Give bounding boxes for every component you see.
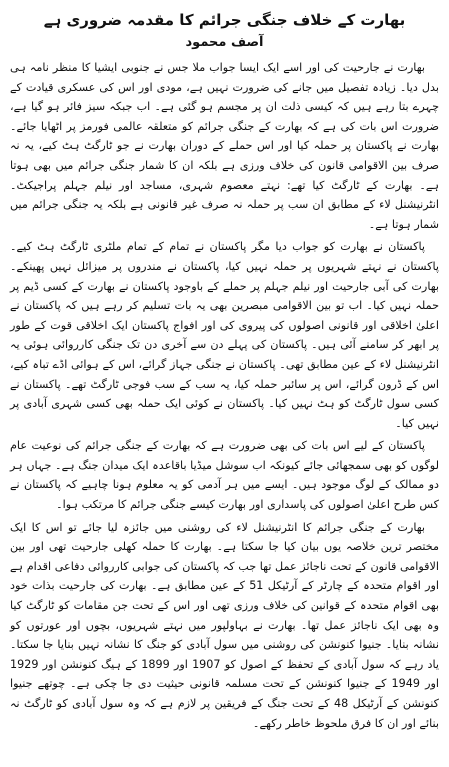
article-body: [10, 58, 439, 733]
article-author: آصف محمود: [185, 35, 264, 50]
article-paragraph: بھارت کے جنگی جرائم کا انٹرنیشنل لاء کی روشنی میں جائزہ لیا جائے تو اس کا ایک مختصر ترین خلاصہ یوں بیان کیا جا سکتا ہے۔ بھارت کا حملہ کھلی جارحیت تھی اور بین الاقوامی قانون کے تحت ناجائز عمل تھا جب کہ پاکستان کی جوابی کارروائی دفاعی اقدام ہے اور اقوام متحدہ کے چارٹر کے آرٹیکل 51 کے عین مطابق ہے۔ بھارت کی جارحیت بذات خود بھی اقوام متحدہ کے قوانین کی خلاف ورزی تھی اور اس کے تحت جن مقامات کو ٹارگٹ کیا وہ بھی ایک ناجائز عمل تھا۔ بھارت نے بہاولپور میں نہتے شہریوں، بچوں اور عورتوں کو نشانہ بنایا۔ جنیوا کنونشن کی روشنی میں سول آبادی کو جنگ کا نشانہ نہیں بنایا جا سکتا۔ یاد رہے کہ سول آبادی کے تحفظ کے اصول کو 1907 اور 1899 کے ہیگ کنونشن اور 1929 اور 1949 کے جنیوا کنونشن کے تحت مسلمہ قانونی حیثیت دی جا چکی ہے۔ چوتھے جنیوا کنونشن کے آرٹیکل 48 کے تحت جنگ کے فریقین پر لازم ہے کہ وہ سول آبادی کو ٹارگٹ نہ بنائے اور ان کا فرق ملحوظ خاطر رکھے۔: [10, 520, 439, 730]
article-paragraph: پاکستان نے بھارت کو جواب دیا مگر پاکستان نے تمام کے تمام ملٹری ٹارگٹ ہٹ کیے۔ پاکستان نے نہتے شہریوں پر حملہ نہیں کیا، پاکستان نے مندروں پر میزائل نہیں پھینکے۔ بھارت کی آبی جارحیت اور نیلم جہلم پر حملے کے باوجود پاکستان نے بھارت کے کسی ڈیم پر حملہ نہیں کیا۔ اب تو بین الاقوامی مبصرین بھی یہ بات تسلیم کر رہے ہیں کہ پاکستان نے اعلیٰ اخلاقی اور قانونی اصولوں کی پیروی کی اور افواج پاکستان ایک اخلاقی قوت کے طور پر ابھر کر سامنے آئی ہیں۔ پاکستان کی پہلے دن سے آخری دن تک جنگی کارروائی ہوئی یہ انٹرنیشنل لاء کے عین مطابق تھی۔ پاکستان نے جنگی جہاز گرائے، اس کے ہوائی اڈے تباہ کیے، اس کے ڈرون گرائے، اس پر سائبر حملہ کیا، یہ سب کے سب فوجی ٹارگٹ تھے۔ پاکستان نے کسی سول ٹارگٹ کو ہٹ نہیں کیا۔ پاکستان نے کوئی ایک حملہ بھی کسی شہری آبادی پر نہیں کیا۔: [10, 240, 439, 430]
article-paragraph: پاکستان کے لیے اس بات کی بھی ضرورت ہے کہ بھارت کے جنگی جرائم کی نوعیت عام لوگوں کو بھی سمجھائی جائے کیونکہ اب سوشل میڈیا باقاعدہ ایک میدان جنگ ہے۔ جہاں ہر دو ممالک کے لوگ موجود ہیں۔ ایسے میں ہر آدمی کو یہ معلوم ہونا چاہیے کہ پاکستان نے کس طرح اعلیٰ اصولوں کی پاسداری اور بھارت کیسے جنگی جرائم کا مرتکب ہوا۔: [10, 439, 439, 512]
article-paragraph: بھارت نے جارحیت کی اور اسے ایک ایسا جواب ملا جس نے جنوبی ایشیا کا منظر نامہ ہی بدل دیا۔ زیادہ تفصیل میں جانے کی ضرورت نہیں ہے، مودی اور اس کی عسکری قیادت کے چہرے بتا رہے ہیں کہ کیسی ذلت ان پر مجسم ہو گئی ہے۔ اب جبکہ سیز فائر ہو گیا ہے، ضرورت اس بات کی ہے کہ بھارت کے جنگی جرائم کو متعلقہ عالمی فورمز پر اٹھایا جائے۔ بھارت نے پاکستان پر حملہ کیا اور اس حملے کے دوران بھارت نے جو ٹارگٹ ہٹ کیے، یہ نہ صرف بین الاقوامی قانون کی خلاف ورزی ہے بلکہ ان کا شمار جنگی جرائم میں بھی ہوتا ہے۔ بھارت کے ٹارگٹ کیا تھے: نہتے معصوم شہری، مساجد اور نیلم جہلم پراجیکٹ۔ انٹرنیشنل لاء کے مطابق ان سب پر حملہ نہ صرف غیر قانونی ہے بلکہ یہ جنگی جرائم میں شمار ہوتا ہے۔: [10, 61, 439, 231]
article-headline: بھارت کے خلاف جنگی جرائم کا مقدمہ ضروری ہے: [43, 11, 406, 29]
